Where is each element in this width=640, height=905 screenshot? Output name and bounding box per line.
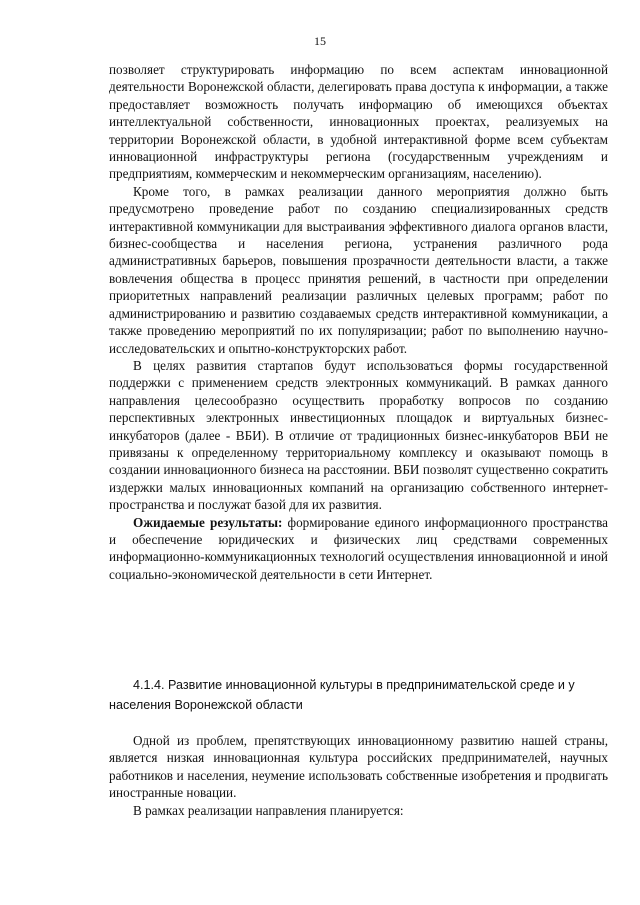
paragraph-interactive-communication: Кроме того, в рамках реализации данного мероприятия должно быть предусмотрено проведение работ по созданию специализированных средств интерактивной коммуникации для выстраивания эффективного диалога органов власти, бизнес-сообщества и населения региона, устранения различного рода административных барьеров, повышения прозрачности деятельности власти, а также вовлечения общества в процесс принятия решений, в частности при определении приоритетных направлений реализации различных целевых программ; работ по администрированию и развитию создаваемых средств интерактивной коммуникации, а также проведению мероприятий по их популяризации; работ по выполнению научно-исследовательских и опытно-конструкторских работ. (109, 183, 608, 356)
body-text-bottom (109, 732, 608, 819)
paragraph-expected-results (109, 514, 608, 584)
paragraph-continuation: позволяет структурировать информацию по всем аспектам инновационной деятельности Воронежской области, делегировать права доступа к информации, а также предоставляет возможность получать информацию об имеющихся объектах интеллектуальной собственности, инновационных проектах, реализуемых на территории Воронежской области, в удобной интерактивной форме всем субъектам инновационной инфраструктуры региона (государственным учреждениям и предприятиям, коммерческим и некоммерческим организациям, населению). (109, 62, 608, 182)
expected-results-label: Ожидаемые результаты: (133, 514, 283, 530)
section-heading: 4.1.4. Развитие инновационной культуры в предпринимательской среде и у населения Воронежской области (109, 678, 575, 712)
paragraph-startups: В целях развития стартапов будут использоваться формы государственной поддержки с применением средств электронных коммуникаций. В рамках данного направления целесообразно осуществить проработку вопросов по созданию перспективных электронных инвестиционных площадок и виртуальных бизнес-инкубаторов (далее - ВБИ). В отличие от традиционных бизнес-инкубаторов ВБИ не привязаны к определенному территориальному комплексу и оказывают помощь в создании инновационного бизнеса на расстоянии. ВБИ позволят существенно сократить издержки малых инновационных компаний на организацию собственного интернет-пространства и послужат базой для их развития. (109, 357, 608, 513)
paragraph-problem: Одной из проблем, препятствующих инновационному развитию нашей страны, является низкая инновационная культура российских предпринимателей, научных работников и населения, неумение использовать собственные изобретения и продвигать иностранные новации. (109, 733, 608, 801)
expected-results-text: формирование единого информационного пространства и обеспечение юридических и физических лиц средствами современных информационно-коммуникационных технологий осуществления инновационной и иной социально-экономической деятельности в сети Интернет. (109, 514, 608, 582)
page-number: 15 (314, 34, 326, 48)
paragraph-planned: В рамках реализации направления планируется: (133, 802, 404, 818)
body-text-top (109, 61, 608, 583)
